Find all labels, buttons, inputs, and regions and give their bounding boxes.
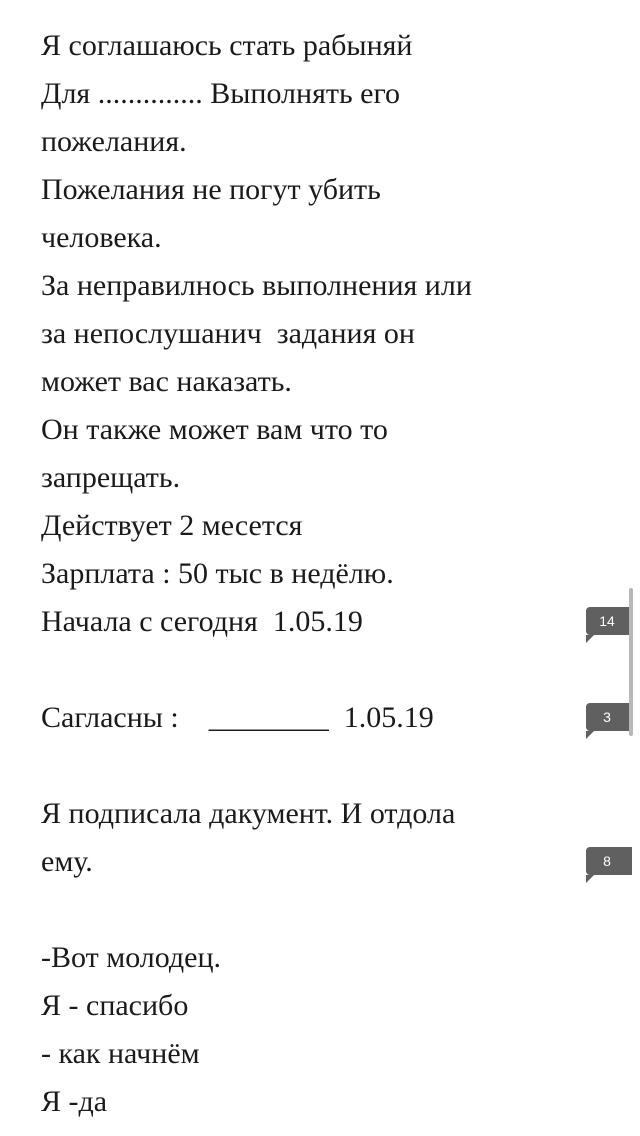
story-line: Действует 2 месется [41, 509, 303, 542]
story-line: Пожелания не погут убить [41, 173, 381, 206]
inline-comment-badge[interactable] [586, 607, 632, 635]
comment-count: 8 [603, 853, 611, 869]
story-line-blank [41, 886, 571, 934]
story-line: пожелания. [41, 125, 187, 158]
story-line: человека. [41, 221, 162, 254]
story-line-blank [41, 646, 571, 694]
story-line: Он также может вам что то [41, 413, 388, 446]
story-line: Я подписала дакумент. И отдола [41, 797, 456, 830]
story-line: запрещать. [41, 461, 181, 494]
story-line: Для .............. Выполнять его [41, 77, 401, 110]
story-text [41, 22, 571, 1126]
inline-comment-badge[interactable] [586, 847, 632, 875]
story-line: Я соглашаюсь стать рабыняй [41, 29, 413, 62]
comment-count: 3 [603, 709, 611, 725]
inline-comment-badge[interactable] [586, 703, 632, 731]
story-line: Зарплата : 50 тыс в недёлю. [41, 557, 394, 590]
story-line: Начала с сегодня 1.05.19 [41, 605, 363, 638]
story-line: Сагласны : ________ 1.05.19 [41, 701, 434, 734]
comment-count: 14 [599, 613, 615, 629]
story-line-blank [41, 742, 571, 790]
scrollbar[interactable] [629, 588, 633, 736]
story-line: ему. [41, 845, 93, 878]
story-line: - как начнём [41, 1037, 200, 1070]
story-line: за непослушанич задания он [41, 317, 415, 350]
story-line: Я -да [41, 1085, 108, 1118]
story-line: может вас наказать. [41, 365, 292, 398]
story-line: Я - спасибо [41, 989, 189, 1022]
story-line: За неправилнось выполнения или [41, 269, 472, 302]
story-line: -Вот молодец. [41, 941, 222, 974]
